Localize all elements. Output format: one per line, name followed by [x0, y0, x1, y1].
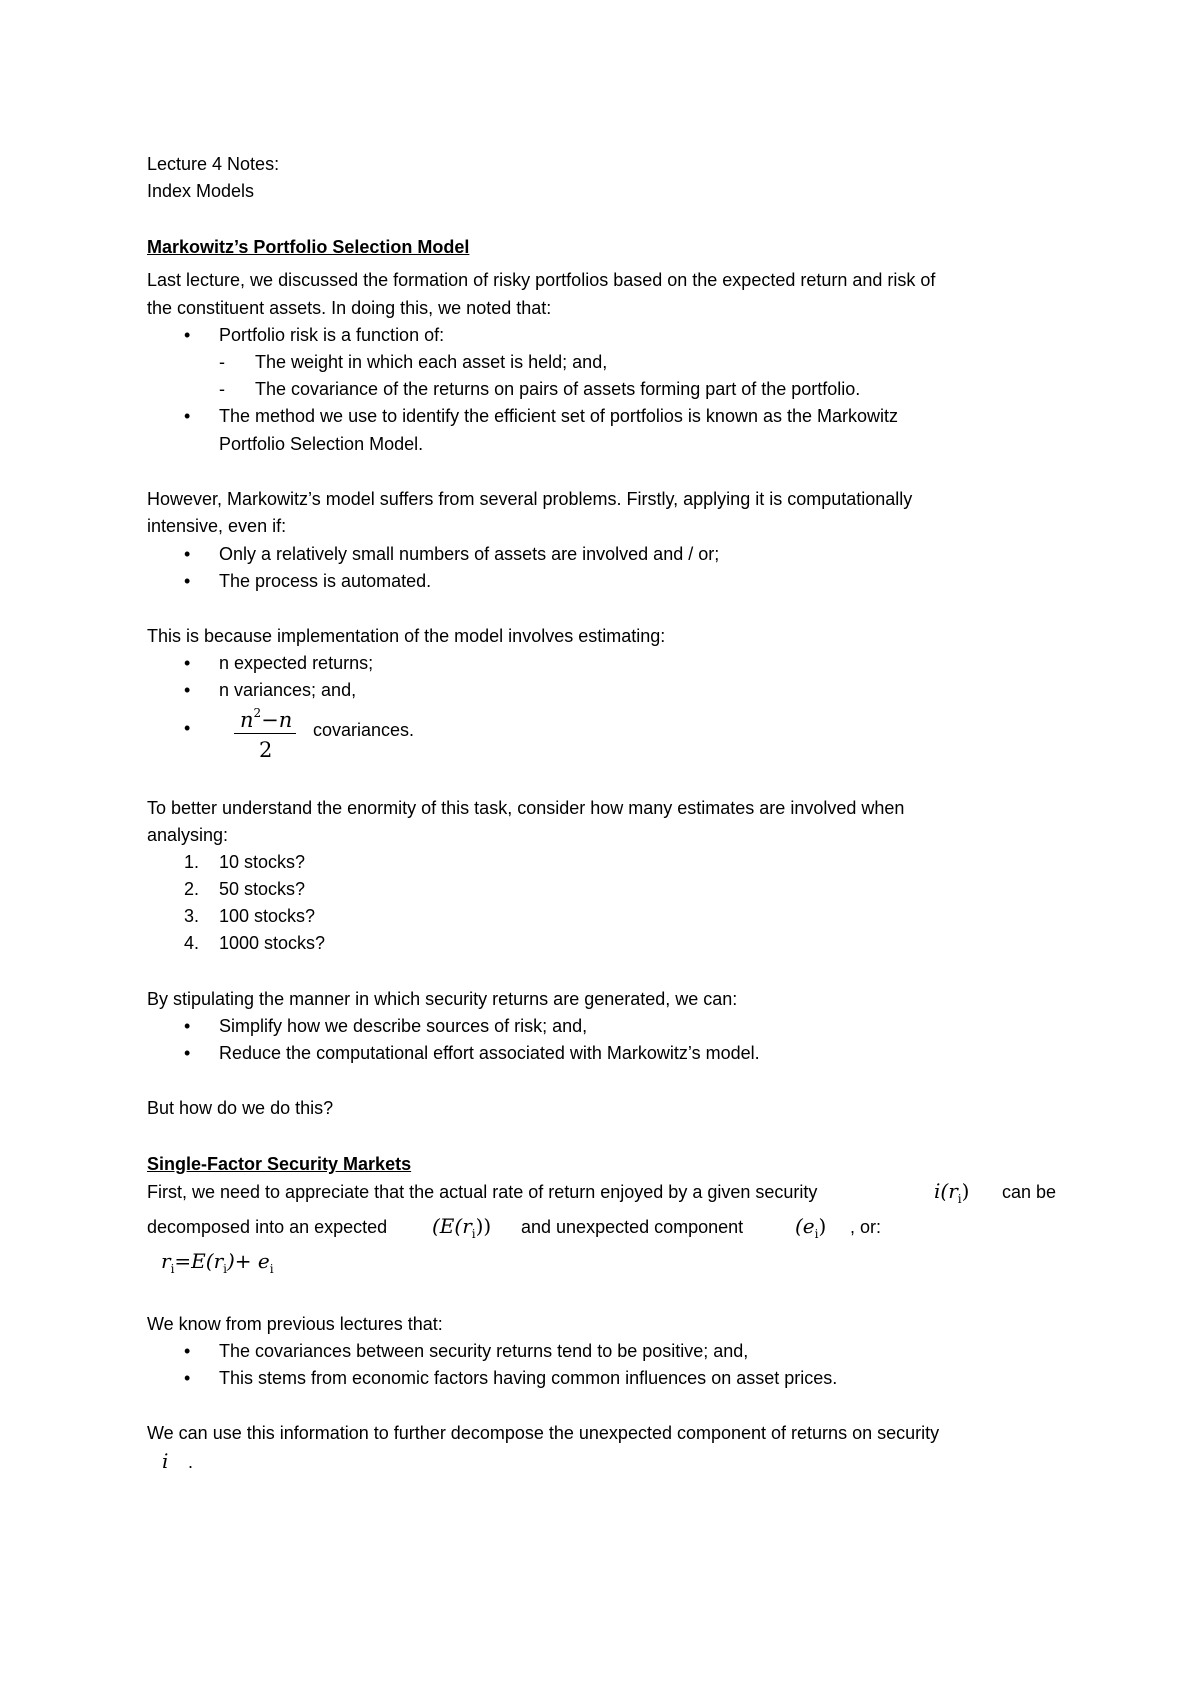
bullet-item: n variances; and, — [219, 680, 357, 700]
list-number: 4. — [184, 933, 200, 953]
paragraph-line: This is because implementation of the model involves estimating: — [147, 626, 666, 646]
title-line-1: Lecture 4 Notes: — [147, 154, 280, 174]
section-heading-single-factor: Single-Factor Security Markets — [147, 1154, 412, 1174]
list-item: 10 stocks? — [219, 852, 306, 872]
paragraph-line: We can use this information to further decompose the unexpected component of returns on security — [147, 1423, 940, 1443]
bullet-glyph: • — [184, 1341, 191, 1361]
bullet-item: Portfolio risk is a function of: — [219, 325, 445, 345]
list-item: 50 stocks? — [219, 879, 306, 899]
bullet-item: The method we use to identify the efficient set of portfolios is known as the Markowitz — [219, 406, 899, 426]
math-text: (E(r — [432, 1214, 472, 1238]
paragraph-line: We know from previous lectures that: — [147, 1314, 443, 1334]
math-text: ) — [818, 1214, 827, 1238]
math-text: (e — [795, 1214, 815, 1238]
bullet-item: The process is automated. — [219, 571, 432, 591]
list-number: 1. — [184, 852, 200, 872]
bullet-item: Only a relatively small numbers of assets are involved and / or; — [219, 544, 720, 564]
math-text: )) — [475, 1214, 492, 1238]
paragraph-line: intensive, even if: — [147, 516, 287, 536]
math-text: =E(r — [174, 1249, 224, 1273]
paragraph-line: and unexpected component — [521, 1217, 744, 1237]
list-number: 3. — [184, 906, 200, 926]
numerator-base: n — [240, 708, 254, 732]
bullet-item: covariances. — [313, 720, 415, 740]
bullet-glyph: • — [184, 1016, 191, 1036]
dash-item: The weight in which each asset is held; and, — [255, 352, 608, 372]
math-text: )+ e — [226, 1249, 270, 1273]
bullet-item: The covariances between security returns tend to be positive; and, — [219, 1341, 749, 1361]
bullet-item: Simplify how we describe sources of risk; and, — [219, 1016, 588, 1036]
dash-glyph: - — [219, 352, 225, 372]
math-sub: i — [223, 1262, 227, 1276]
paragraph-line: Last lecture, we discussed the formation of risky portfolios based on the expected return and risk of — [147, 270, 936, 290]
paragraph-line: By stipulating the manner in which security returns are generated, we can: — [147, 989, 738, 1009]
math-sub: i — [471, 1227, 476, 1241]
numerator-exponent: 2 — [253, 706, 262, 720]
paragraph-line: analysing: — [147, 825, 229, 845]
math-ei — [795, 1216, 826, 1240]
math-i: i — [162, 1449, 169, 1473]
paragraph-line: the constituent assets. In doing this, we noted that: — [147, 298, 552, 318]
bullet-glyph: • — [184, 1368, 191, 1388]
paragraph-line: decomposed into an expected — [147, 1217, 388, 1237]
fraction-bar — [234, 733, 296, 734]
math-sub: i — [269, 1262, 274, 1276]
bullet-item-continuation: Portfolio Selection Model. — [219, 434, 424, 454]
section-heading-markowitz: Markowitz’s Portfolio Selection Model — [147, 237, 470, 257]
paragraph-line: To better understand the enormity of this task, consider how many estimates are involved when — [147, 798, 905, 818]
dash-glyph: - — [219, 379, 225, 399]
numerator-minus-n: −n — [261, 708, 293, 732]
paragraph-line: , or: — [850, 1217, 882, 1237]
paragraph-line: However, Markowitz’s model suffers from several problems. Firstly, applying it is computationally — [147, 489, 913, 509]
fraction-numerator — [240, 706, 292, 732]
math-text: ) — [961, 1179, 970, 1203]
bullet-glyph: • — [184, 325, 191, 345]
bullet-glyph: • — [184, 544, 191, 564]
list-item: 100 stocks? — [219, 906, 316, 926]
math-text: i(r — [934, 1179, 958, 1203]
math-sub: i — [170, 1262, 175, 1276]
equation-return-decomposition — [161, 1251, 274, 1275]
bullet-glyph: • — [184, 653, 191, 673]
math-expected-return — [432, 1216, 491, 1240]
math-sub: i — [957, 1192, 962, 1206]
math-i-ri — [934, 1181, 969, 1205]
math-text: r — [161, 1249, 171, 1273]
paragraph-line: But how do we do this? — [147, 1098, 334, 1118]
bullet-glyph: • — [184, 718, 191, 738]
bullet-glyph: • — [184, 1043, 191, 1063]
bullet-glyph: • — [184, 406, 191, 426]
fraction-denominator: 2 — [259, 738, 273, 762]
period: . — [188, 1452, 194, 1472]
bullet-item: This stems from economic factors having common influences on asset prices. — [219, 1368, 838, 1388]
bullet-item: n expected returns; — [219, 653, 374, 673]
dash-item: The covariance of the returns on pairs of assets forming part of the portfolio. — [255, 379, 861, 399]
list-item: 1000 stocks? — [219, 933, 326, 953]
bullet-item: Reduce the computational effort associated with Markowitz’s model. — [219, 1043, 760, 1063]
math-sub: i — [814, 1227, 819, 1241]
title-line-2: Index Models — [147, 181, 255, 201]
list-number: 2. — [184, 879, 200, 899]
paragraph-line: can be — [1002, 1182, 1057, 1202]
paragraph-line: First, we need to appreciate that the actual rate of return enjoyed by a given security — [147, 1182, 818, 1202]
bullet-glyph: • — [184, 571, 191, 591]
bullet-glyph: • — [184, 680, 191, 700]
